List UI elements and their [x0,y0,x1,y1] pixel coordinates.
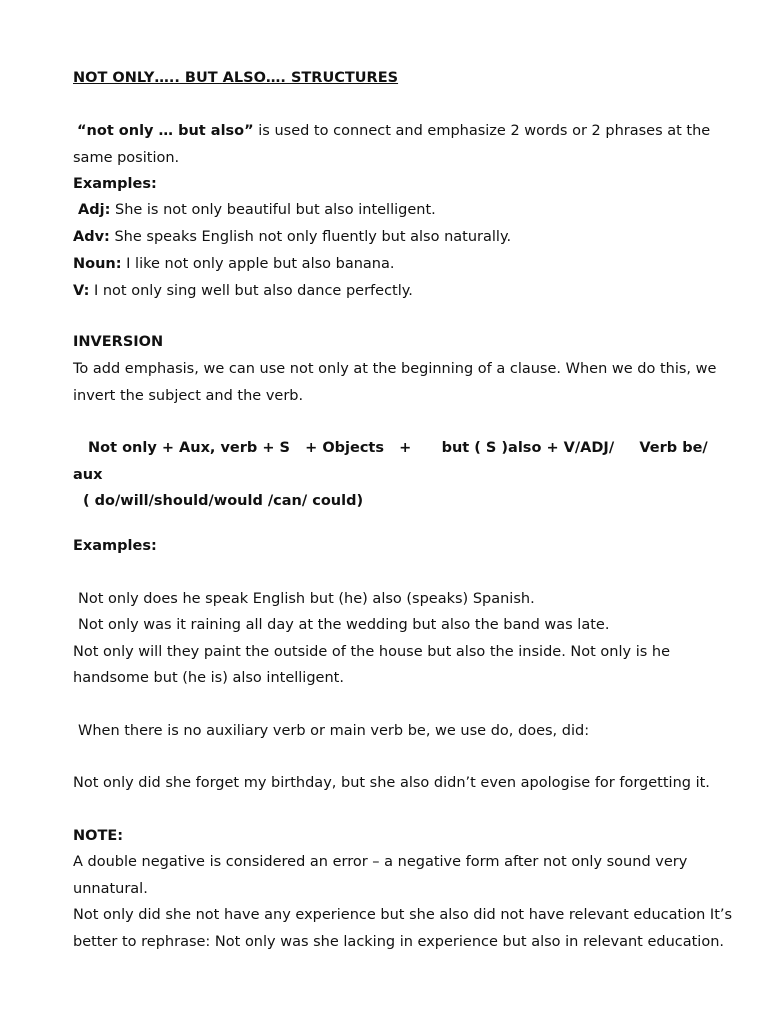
inversion-text-line-2: invert the subject and the verb. [73,388,304,404]
example-noun [73,254,394,274]
inversion-example-1: Not only does he speak English but (he) also (speaks) Spanish. [78,591,535,607]
page-title: NOT ONLY….. BUT ALSO…. STRUCTURES [73,70,399,86]
example-label: Adj: [78,202,111,218]
example-label: Adv: [73,229,110,245]
example-adj [78,200,436,220]
examples-heading-1: Examples: [73,176,157,192]
inversion-heading: INVERSION [73,334,164,350]
example-text: She is not only beautiful but also intelligent. [110,202,436,218]
birthday-example: Not only did she forget my birthday, but she also didn’t even apologise for forgetting it. [73,775,710,791]
formula-line-2: aux [73,467,103,483]
intro-text-1: is used to connect and emphasize 2 words or 2 phrases at the [253,123,711,139]
example-text: I like not only apple but also banana. [121,256,395,272]
inversion-example-2: Not only was it raining all day at the wedding but also the band was late. [78,617,610,633]
inversion-text-line-1: To add emphasis, we can use not only at the beginning of a clause. When we do this, we [73,361,717,377]
note-line-2: unnatural. [73,881,148,897]
note-heading: NOTE: [73,828,124,844]
intro-line-2: same position. [73,150,180,166]
examples-heading-2: Examples: [73,538,157,554]
example-label: V: [73,283,90,299]
example-text: I not only sing well but also dance perfectly. [89,283,413,299]
note-line-3: Not only did she not have any experience but she also did not have relevant education It’s [73,907,733,923]
note-line-4: better to rephrase: Not only was she lacking in experience but also in relevant education. [73,934,725,950]
example-adv [73,227,511,247]
intro-term: “not only … but also” [77,123,254,139]
inversion-example-4: handsome but (he is) also intelligent. [73,670,344,686]
auxiliary-note: When there is no auxiliary verb or main verb be, we use do, does, did: [78,723,590,739]
intro-line-1 [77,121,710,141]
example-text: She speaks English not only fluently but also naturally. [109,229,512,245]
formula-line-1: Not only + Aux, verb + S + Objects + but ( S )also + V/ADJ/ Verb be/ [88,440,708,456]
note-line-1: A double negative is considered an error – a negative form after not only sound very [73,854,688,870]
inversion-example-3: Not only will they paint the outside of the house but also the inside. Not only is he [73,644,671,660]
example-verb [73,281,413,301]
formula-line-3: ( do/will/should/would /can/ could) [83,493,364,509]
example-label: Noun: [73,256,122,272]
